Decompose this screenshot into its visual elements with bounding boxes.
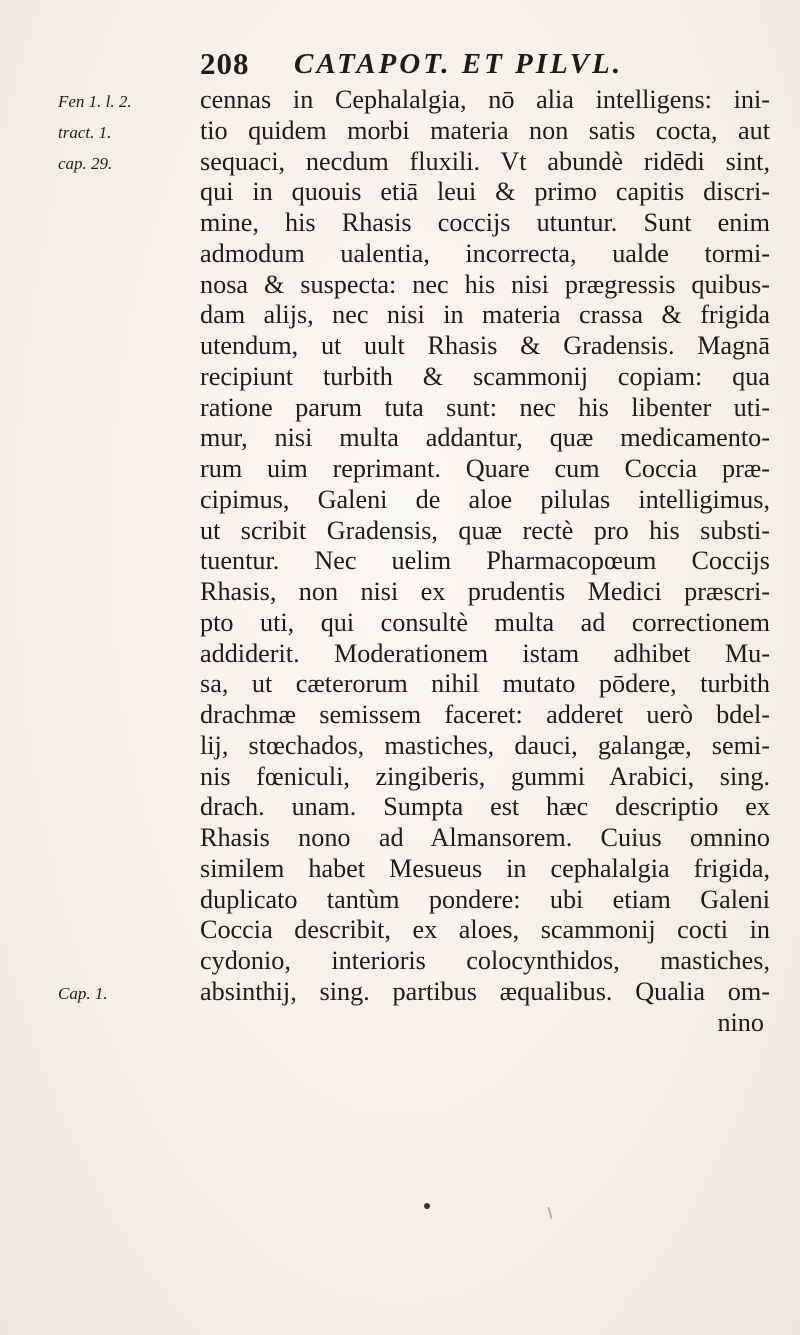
text-line: cydonio, interioris colocynthidos, mastiches, <box>200 946 770 975</box>
text-line: ut scribit Gradensis, quæ rectè pro his substi- <box>200 515 770 545</box>
text-line: lij, stœchados, mastiches, dauci, galangæ, semi- <box>200 730 770 760</box>
text-line: tuentur. Nec uelim Pharmacopœum Coccijs <box>200 546 770 576</box>
text-line: similem habet Mesueus in cephalalgia frigida, <box>200 853 770 883</box>
marginal-note: cap. 29. <box>58 153 113 173</box>
text-line: addiderit. Moderationem istam adhibet Mu- <box>200 638 770 668</box>
text-line: pto uti, qui consultè multa ad correctionem <box>200 607 770 637</box>
ink-dot <box>424 1203 430 1209</box>
marginal-note: Fen 1. l. 2. <box>58 92 132 111</box>
text-line: nis fœniculi, zingiberis, gummi Arabici, sing. <box>200 761 770 791</box>
text-line: Rhasis, non nisi ex prudentis Medici præscri- <box>200 577 770 606</box>
text-line: recipiunt turbith & scammonij copiam: qua <box>200 361 770 391</box>
running-title: CATAPOT. ET PILVL. <box>294 48 624 80</box>
text-line: utendum, ut uult Rhasis & Gradensis. Magnā <box>200 331 770 360</box>
text-line: drachmæ semissem faceret: adderet uerò bdel- <box>200 700 770 729</box>
marginal-note: Cap. 1. <box>58 983 108 1003</box>
text-line: qui in quouis etiā leui & primo capitis discri- <box>200 177 770 207</box>
marginal-note: tract. 1. <box>58 122 112 142</box>
page-header <box>200 46 760 86</box>
text-line: cennas in Cephalalgia, nō alia intelligens: ini- <box>200 85 770 114</box>
text-line: ratione parum tuta sunt: nec his libenter uti- <box>200 392 770 422</box>
text-line: duplicato tantùm pondere: ubi etiam Galeni <box>200 884 770 914</box>
text-line: admodum ualentia, incorrecta, ualde tormi- <box>200 238 770 268</box>
text-line: mine, his Rhasis coccijs utuntur. Sunt enim <box>200 208 770 237</box>
text-line: dam alijs, nec nisi in materia crassa & frigida <box>200 300 770 330</box>
text-line: nino <box>717 1007 764 1037</box>
text-line: rum uim reprimant. Quare cum Coccia præ- <box>200 454 770 483</box>
text-line: drach. unam. Sumpta est hæc descriptio ex <box>200 792 770 822</box>
text-line: Coccia describit, ex aloes, scammonij cocti in <box>200 915 770 945</box>
text-line: cipimus, Galeni de aloe pilulas intelligimus, <box>200 484 770 514</box>
text-line: sa, ut cæterorum nihil mutato pōdere, turbith <box>200 669 770 699</box>
paper-speck <box>547 1207 552 1219</box>
text-line: sequaci, necdum fluxili. Vt abundè ridēdi sint, <box>200 146 770 176</box>
text-line: mur, nisi multa addantur, quæ medicamento- <box>200 423 770 453</box>
main-text-block <box>200 85 770 1038</box>
text-line: nosa & suspecta: nec his nisi prægressis quibus- <box>200 269 770 299</box>
page-number: 208 <box>200 46 250 81</box>
text-line: Rhasis nono ad Almansorem. Cuius omnino <box>200 823 770 852</box>
text-line: absinthij, sing. partibus æqualibus. Qualia om- <box>200 976 770 1006</box>
text-line: tio quidem morbi materia non satis cocta, aut <box>200 115 770 145</box>
